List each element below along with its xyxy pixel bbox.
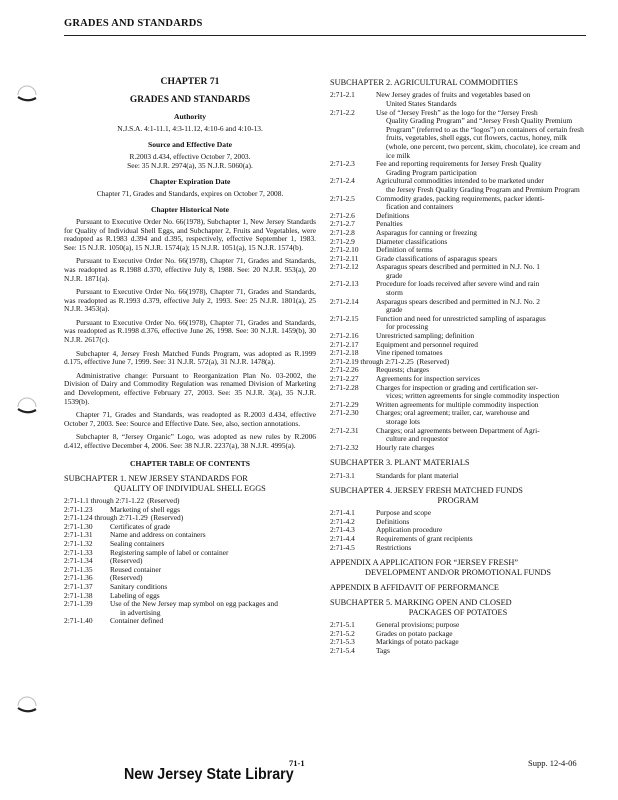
left-column (64, 78, 316, 626)
section-title-text: Registering sample of label or container (110, 547, 229, 557)
history-paragraph: Pursuant to Executive Order No. 66(1978), Chapter 71, Grades and Standards, was readopted as R.1993 d.379, effective July 2, 1993. See: 25 N.J.R. 1801(a), 25 N.J.R. 3453(a). (64, 287, 316, 314)
section-number: 2:71-4.3 (330, 525, 355, 535)
section-title-text: Written agreements for multiple commodity inspection (376, 399, 539, 409)
section-title-text: General provisions; purpose (376, 620, 460, 630)
section-title-text: Agreements for inspection services (376, 374, 481, 383)
section-title (376, 638, 586, 647)
toc-entry (330, 638, 586, 647)
history-paragraph: Pursuant to Executive Order No. 66(1978), Chapter 71, Grades and Standards, was readopted as R.1988 d.370, effective July 8, 1988. See: 20 N.J.R. 953(a), 20 N.J.R. 1871(a). (64, 256, 316, 283)
toc-entry (64, 600, 316, 617)
section-title-text: (Reserved) (110, 573, 143, 583)
section-title-text: Charges; oral agreements between Department of Agri- (376, 425, 540, 435)
section-title-text: Standards for plant material (376, 470, 459, 480)
section-title-text: (Reserved) (147, 496, 180, 505)
section-number: 2:71-1.1 through 2:71-1.22 (64, 496, 145, 505)
subchapter-heading (330, 78, 586, 87)
section-title-cont: vices; written agreements for single commodity inspection (386, 391, 560, 401)
section-title (376, 91, 586, 108)
section-number: 2:71-2.31 (330, 425, 359, 435)
subchapter-title: SUBCHAPTER 1. NEW JERSEY STANDARDS FOR (64, 474, 248, 484)
section-number: 2:71-5.4 (330, 645, 355, 655)
section-title-text: Fee and reporting requirements for Jersey Fresh Quality (376, 159, 542, 169)
section-number: 2:71-1.30 (64, 521, 93, 531)
section-title-text: Definitions (376, 210, 410, 220)
section-number: 2:71-5.3 (330, 637, 355, 647)
section-number: 2:71-1.24 through 2:71-1.29 (64, 513, 148, 523)
section-number: 2:71-2.32 (330, 442, 359, 452)
toc-entry (330, 341, 586, 350)
section-title-cont: in advertising (120, 607, 161, 617)
section-title-text: Container defined (110, 616, 164, 626)
appendix-title: APPENDIX B AFFIDAVIT OF PERFORMANCE (330, 582, 499, 592)
toc-entry (330, 444, 586, 453)
section-number: 2:71-4.2 (330, 516, 355, 526)
supplement-date: Supp. 12-4-06 (528, 758, 577, 768)
section-number: 2:71-1.35 (64, 564, 93, 574)
section-title-text: Penalties (376, 219, 403, 229)
toc-entry (64, 531, 316, 540)
source-line: R.2003 d.434, effective October 7, 2003. (129, 151, 251, 161)
punch-hole-icon (14, 693, 40, 719)
toc-entry (330, 518, 586, 527)
section-number: 2:71-1.33 (64, 547, 93, 557)
section-title-text: Function and need for unrestricted sampling of asparagus (376, 313, 546, 323)
section-number: 2:71-2.5 (330, 193, 355, 203)
section-number: 2:71-2.13 (330, 279, 359, 289)
history-heading: Chapter Historical Note (151, 205, 229, 215)
section-title-text: (Reserved) (416, 356, 450, 366)
section-title-text: Procedure for loads received after severe wind and rain (376, 279, 540, 289)
section-title-text: Diameter classifications (376, 236, 448, 246)
history-paragraph: Pursuant to Executive Order No. 66(1978), Subchapter 1, New Jersey Standards for Quality of Individual Shell Eggs, and Subchapter 2, Fruits and Vegetables, were readopted as R.1983 d.394 and d.395, respectively, effective September 1, 1983. See: 15 N.J.R. 1050(a), 15 N.J.R. 1574(a); 15 N.J.R. 1051(a), 15 N.J.R. 1574(b). (64, 216, 316, 252)
section-title-text: Requests; charges (376, 365, 430, 375)
toc-entry (330, 195, 586, 212)
section-title (376, 195, 586, 212)
subchapter-title-cont: QUALITY OF INDIVIDUAL SHELL EGGS (114, 483, 266, 493)
punch-hole-icon (14, 82, 40, 108)
history-paragraph: Pursuant to Executive Order No. 66(1978), Chapter 71, Grades and Standards, was readopted as R.1998 d.376, effective June 26, 1998. See: 30 N.J.R. 1459(b), 30 N.J.R. 2617(c). (64, 317, 316, 345)
chapter-number: CHAPTER 71 (160, 76, 220, 87)
section-title-cont: storage lots (386, 416, 420, 426)
section-title-cont: grade (386, 305, 403, 315)
section-title (376, 647, 586, 656)
toc-entry (330, 621, 586, 630)
section-title-text: Grade classifications of asparagus spears (376, 253, 498, 263)
section-title-cont: Grading Program participation (386, 167, 477, 177)
section-title (376, 263, 586, 280)
section-number: 2:71-4.1 (330, 508, 355, 518)
section-title-text: Requirements of grant recipients (376, 533, 473, 543)
section-number: 2:71-2.18 (330, 348, 359, 358)
toc-entry (330, 544, 586, 553)
section-title-cont: the Jersey Fresh Quality Grading Program and Premium Program (386, 184, 580, 194)
section-number: 2:71-2.3 (330, 159, 355, 169)
toc-list (64, 497, 316, 626)
section-title-text: Use of “Jersey Fresh” as the logo for the “Jersey Fresh (376, 107, 538, 117)
section-title-text: (Reserved) (150, 513, 184, 523)
toc-entry (330, 263, 586, 280)
toc-entry (330, 160, 586, 177)
toc-entry (64, 566, 316, 575)
toc-list (330, 472, 586, 481)
section-number: 2:71-2.15 (330, 313, 359, 323)
section-number: 2:71-2.16 (330, 331, 359, 341)
section-title-cont: United States Standards (386, 99, 457, 108)
section-title-text: Sealing containers (110, 538, 165, 548)
subchapter-title: SUBCHAPTER 5. MARKING OPEN AND CLOSED (330, 598, 512, 608)
subchapter-title-cont: PACKAGES OF POTATOES (408, 607, 508, 617)
section-title-text: Vine ripened tomatoes (376, 348, 443, 358)
section-number: 2:71-1.32 (64, 538, 93, 548)
toc-entry (330, 509, 586, 518)
section-title (376, 109, 586, 161)
section-title-text: Charges for inspection or grading and certification ser- (376, 382, 539, 392)
library-stamp: New Jersey State Library (124, 766, 294, 783)
page-number: 71-1 (289, 758, 305, 768)
toc-entry (330, 384, 586, 401)
section-number: 2:71-1.34 (64, 556, 93, 566)
section-title-text: Grades on potato package (376, 628, 453, 638)
subchapter-title: SUBCHAPTER 4. JERSEY FRESH MATCHED FUNDS (330, 486, 523, 496)
section-number: 2:71-2.1 (330, 90, 355, 100)
toc-entry (64, 497, 316, 506)
section-title-text: Restrictions (376, 542, 412, 552)
toc-entry (330, 280, 586, 297)
section-title-text: Certificates of grade (110, 521, 171, 531)
section-title-text: Asparagus spears described and permitted in N.J. No. 2 (376, 296, 540, 306)
toc-entry (330, 238, 586, 247)
appendix-heading (330, 583, 586, 592)
section-title (376, 280, 586, 297)
section-title (110, 600, 316, 617)
section-title (376, 384, 586, 401)
section-title-text: Purpose and scope (376, 508, 432, 518)
toc-entry (330, 212, 586, 221)
section-title-text: Application procedure (376, 525, 443, 535)
section-number: 2:71-2.29 (330, 399, 359, 409)
section-number: 2:71-2.28 (330, 382, 359, 392)
section-number: 2:71-4.5 (330, 542, 355, 552)
section-title-text: Commodity grades, packing requirements, packer identi- (376, 193, 545, 203)
section-number: 2:71-2.10 (330, 245, 359, 255)
running-header: GRADES AND STANDARDS (64, 18, 203, 29)
section-title-text: Markings of potato package (376, 637, 459, 647)
section-title-cont: culture and requestor (386, 434, 449, 444)
section-title (376, 212, 586, 221)
section-title (376, 444, 586, 453)
section-title (376, 160, 586, 177)
appendix-title-cont: DEVELOPMENT AND/OR PROMOTIONAL FUNDS (365, 567, 551, 577)
toc-list (330, 621, 586, 655)
toc-entry (330, 315, 586, 332)
section-title (376, 544, 586, 553)
chapter-title: GRADES AND STANDARDS (129, 94, 251, 105)
subchapter-heading (64, 474, 316, 493)
section-number: 2:71-1.31 (64, 530, 93, 540)
section-title (376, 409, 586, 426)
section-title-cont: Quality Grading Program” and “Jersey Fresh Quality Premium Program” (referred to as the “logos”) on containers of certain fresh fruits, vegetables, shell eggs, cut flowers, cactus, honey, milk (whole, one percent, two percent, skim, chocolate), ice cream and ice milk (386, 116, 584, 160)
toc-entry (64, 514, 316, 523)
toc-entry (64, 557, 316, 566)
section-title-cont: grade (386, 270, 403, 280)
section-title-cont: storm (386, 288, 403, 298)
toc-entry (330, 535, 586, 544)
section-title-text: Definitions (376, 516, 410, 526)
section-number: 2:71-2.17 (330, 339, 359, 349)
toc-entry (330, 229, 586, 238)
section-number: 2:71-5.1 (330, 620, 355, 630)
toc-entry (330, 91, 586, 108)
appendix-heading (330, 558, 586, 577)
authority-text: N.J.S.A. 4:1-11.1, 4:3-11.12, 4:10-6 and 4:10-13. (117, 123, 263, 133)
section-number: 2:71-2.19 through 2:71-2.25 (330, 356, 414, 366)
section-title-text: Hourly rate charges (376, 442, 435, 452)
section-number: 2:71-2.14 (330, 296, 359, 306)
section-title-cont: fication and containers (386, 202, 454, 212)
section-title-text: Name and address on containers (110, 530, 206, 540)
toc-entry (330, 358, 586, 367)
toc-entry (330, 409, 586, 426)
section-title (376, 298, 586, 315)
section-number: 2:71-1.40 (64, 616, 93, 626)
section-title-text: Sanitary conditions (110, 581, 168, 591)
section-number: 2:71-5.2 (330, 628, 355, 638)
expiration-heading: Chapter Expiration Date (149, 177, 231, 187)
section-title-cont: for processing (386, 322, 429, 332)
section-title (376, 472, 586, 481)
subchapter-title-cont: PROGRAM (437, 495, 479, 505)
toc-entry (330, 298, 586, 315)
section-number: 2:71-1.37 (64, 581, 93, 591)
section-title-text: Equipment and personnel required (376, 339, 479, 349)
section-title (417, 358, 586, 367)
section-number: 2:71-1.38 (64, 590, 93, 600)
toc-entry (330, 427, 586, 444)
section-title-text: Definition of terms (376, 245, 433, 255)
toc-entry (330, 472, 586, 481)
section-title (151, 514, 316, 523)
source-heading: Source and Effective Date (147, 140, 232, 150)
right-column (330, 78, 586, 656)
section-title-text: Labeling of eggs (110, 590, 160, 600)
section-number: 2:71-2.4 (330, 176, 355, 186)
section-number: 2:71-2.26 (330, 365, 359, 375)
toc-heading: CHAPTER TABLE OF CONTENTS (130, 458, 250, 468)
section-title-text: Agricultural commodities intended to be marketed under (376, 176, 544, 186)
section-number: 2:71-2.30 (330, 408, 359, 418)
history-paragraph: Subchapter 8, “Jersey Organic” Logo, was adopted as new rules by R.2006 d.412, effective December 4, 2006. See: 38 N.J.R. 2237(a), 38 N.J.R. 4995(a). (64, 432, 316, 450)
section-number: 2:71-2.7 (330, 219, 355, 229)
section-title-text: Asparagus spears described and permitted in N.J. No. 1 (376, 262, 540, 272)
section-title-text: (Reserved) (110, 556, 143, 566)
subchapter-title: SUBCHAPTER 3. PLANT MATERIALS (330, 458, 470, 468)
section-number: 2:71-2.11 (330, 253, 359, 263)
header-rule (64, 35, 586, 36)
appendix-title: APPENDIX A APPLICATION FOR “JERSEY FRESH” (330, 558, 519, 568)
section-title (110, 617, 316, 626)
section-number: 2:71-2.6 (330, 210, 355, 220)
toc-list (330, 91, 586, 452)
section-title-text: Asparagus for canning or freezing (376, 227, 477, 237)
section-title-text: Use of the New Jersey map symbol on egg packages and (110, 599, 278, 609)
section-title-text: Unrestricted sampling; definition (376, 331, 475, 341)
toc-entry (64, 574, 316, 583)
history-paragraph: Administrative change: Pursuant to Reorganization Plan No. 03-2002, the Division of Dairy and Commodity Regulation was renamed Division of Marketing and Development, effective February 27, 2003. See: 35 N.J.R. 3(a), 35 N.J.R. 1539(b). (64, 370, 316, 406)
section-number: 2:71-2.2 (330, 107, 355, 117)
authority-heading: Authority (173, 112, 207, 122)
toc-list (330, 509, 586, 552)
section-title (376, 315, 586, 332)
section-number: 2:71-2.12 (330, 262, 359, 272)
section-title-text: Tags (376, 645, 390, 655)
source-line: See: 35 N.J.R. 2974(a), 35 N.J.R. 5060(a). (127, 160, 253, 170)
section-title-text: New Jersey grades of fruits and vegetables based on (376, 90, 531, 100)
section-number: 2:71-1.23 (64, 504, 93, 514)
section-title-text: Charges; oral agreement; trailer, car, warehouse and (376, 408, 530, 418)
history-paragraph: Subchapter 4, Jersey Fresh Matched Funds Program, was adopted as R.1999 d.175, effective June 7, 1999. See: 31 N.J.R. 572(a), 31 N.J.R. 1478(a). (64, 348, 316, 367)
section-number: 2:71-1.36 (64, 573, 93, 583)
toc-entry (64, 583, 316, 592)
toc-entry (330, 177, 586, 194)
history-paragraph: Chapter 71, Grades and Standards, was readopted as R.2003 d.434, effective October 7, 2003. See: Source and Effective Date. See, also, section annotations. (64, 410, 316, 428)
section-number: 2:71-4.4 (330, 533, 355, 543)
section-title-text: Reused container (110, 564, 162, 574)
expiration-text: Chapter 71, Grades and Standards, expires on October 7, 2008. (96, 188, 284, 198)
punch-hole-icon (14, 394, 40, 420)
section-number: 2:71-2.9 (330, 236, 355, 246)
toc-entry (330, 109, 586, 161)
subchapter-heading (330, 486, 586, 505)
section-title-text: Marketing of shell eggs (110, 504, 180, 514)
toc-entry (64, 617, 316, 626)
subchapter-heading (330, 598, 586, 617)
section-number: 2:71-3.1 (330, 470, 355, 480)
subchapter-heading (330, 458, 586, 467)
toc-entry (64, 549, 316, 558)
section-number: 2:71-1.39 (64, 599, 93, 609)
section-number: 2:71-2.27 (330, 374, 359, 383)
subchapter-title: SUBCHAPTER 2. AGRICULTURAL COMMODITIES (330, 78, 518, 87)
toc-entry (330, 647, 586, 656)
section-number: 2:71-2.8 (330, 227, 355, 237)
section-title (376, 427, 586, 444)
section-title (376, 177, 586, 194)
